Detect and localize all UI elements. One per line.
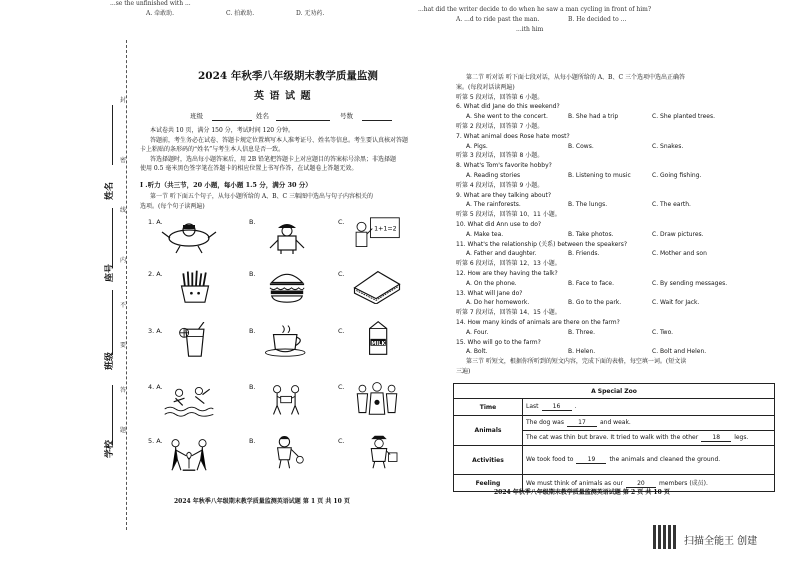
answer-option-a: A. Father and daughter. <box>466 250 537 257</box>
question-text: 10. What did Ann use to do? <box>456 221 542 228</box>
page1-subtitle: 英 语 试 题 <box>254 91 312 102</box>
field-name-line <box>276 120 330 121</box>
answer-option-b: B. Listening to music <box>568 172 631 179</box>
row2-option-a-label: 2. A. <box>148 270 163 278</box>
worker-picture-icon <box>258 218 316 254</box>
instruction-line: 卡上粘贴的条形码的“姓名”与考生本人信息是否一致。 <box>140 146 285 153</box>
binding-dashed-line <box>126 40 127 530</box>
hamburger-picture-icon <box>258 268 316 304</box>
dialogue-intro: 听第 2 段对话，回答第 7 小题。 <box>456 123 544 130</box>
page1-footer: 2024 年秋季八年级期末教学质量监测英语试题 第 1 页 共 10 页 <box>174 498 350 505</box>
dialogue-intro: 听第 7 段对话，回答第 14、15 小题。 <box>456 309 561 316</box>
answer-option-b: B. Go to the park. <box>568 299 622 306</box>
answer-option-a: A. Bolt. <box>466 348 488 355</box>
milk-picture-icon <box>350 320 408 356</box>
planting-picture-icon <box>160 436 218 472</box>
section2-instruction: 第二节 听对话 听下面七段对话，从每小题所给的 A、B、C 三个选项中选出正确答 <box>466 74 685 81</box>
dialogue-intro: 听第 5 段对话，回答第 6 小题。 <box>456 94 544 101</box>
page2-footer: 2024 年秋季八年级期末教学质量监测英语试题 第 2 页 共 10 页 <box>494 489 670 496</box>
top-cut-answer-c: ...ith him <box>516 26 544 33</box>
row5-option-b-label: B. <box>249 437 256 445</box>
binding-label-class: 班级 <box>105 351 115 370</box>
instruction-line: 本试卷共 10 页，满分 150 分，考试时间 120 分钟。 <box>150 127 294 134</box>
answer-option-a: A. Pigs. <box>466 143 488 150</box>
answer-option-b: B. The lungs. <box>568 201 608 208</box>
seat-underline <box>112 208 113 268</box>
question-text: 9. What are they talking about? <box>456 192 552 199</box>
answer-option-b: B. She had a trip <box>568 113 619 120</box>
question-text: 6. What did Jane do this weekend? <box>456 103 560 110</box>
table-text: the animals and cleaned the ground. <box>609 456 721 463</box>
binding-char: 内 <box>120 257 127 264</box>
field-number-label: 号数 <box>340 112 353 120</box>
section3-instruction: 第三节 听短文，根据你所听到的短文内容，完成下面的表格，每空填一词。(短文读 <box>466 358 687 365</box>
answer-option-c: C. Wait for Jack. <box>652 299 700 306</box>
table-text: We must think of animals as our <box>526 480 623 487</box>
table-text: and weak. <box>599 419 631 426</box>
reading-picture-icon <box>258 382 316 418</box>
coffee-picture-icon <box>258 322 316 358</box>
family-picture-icon <box>348 380 406 416</box>
top-cut-option-c: C. 拍敢助. <box>226 10 255 17</box>
answer-option-c: C. Bolt and Helen. <box>652 348 707 355</box>
top-cut-answer-b: B. He decided to ... <box>568 16 627 23</box>
answer-option-c: C. Snakes. <box>652 143 684 150</box>
section3-instruction: 三遍) <box>456 368 471 375</box>
table-row-content <box>523 399 775 416</box>
answer-option-c: C. Going fishing. <box>652 172 702 179</box>
table-row-label: Time <box>454 399 523 416</box>
row4-option-b-label: B. <box>249 383 256 391</box>
answer-option-a: A. On the phone. <box>466 280 517 287</box>
binding-char: 密 <box>120 157 127 164</box>
top-cut-option-d: D. 无劝药. <box>296 10 325 17</box>
answer-option-b: B. Helen. <box>568 348 596 355</box>
top-cut-option-a: A. 牵敢助. <box>146 10 175 17</box>
table-text: members (成员). <box>658 480 708 487</box>
boy-picture-icon <box>258 434 316 470</box>
row3-option-c-label: C. <box>338 327 345 335</box>
top-cut-question: ...hat did the writer decide to do when he saw a man cycling in front of him? <box>418 6 652 13</box>
board-text: 1+1=2 <box>374 225 397 233</box>
binding-char: 封 <box>120 97 127 104</box>
answer-blank[interactable]: 17 <box>567 419 597 427</box>
row2-option-b-label: B. <box>249 270 256 278</box>
name-underline <box>112 105 113 165</box>
instruction-line: 答题前，考生务必在试卷、答题卡规定位置填写本人准考证号、姓名等信息。考生要认真核对答题 <box>150 137 409 144</box>
table-row-content <box>523 446 775 475</box>
binding-char: 答 <box>120 387 127 394</box>
section1-instruction: 第一节 听下面五个句子，从每小题所给的 A、B、C 三幅图中选出与句子内容相关的 <box>150 193 374 200</box>
table-title: A Special Zoo <box>454 384 775 399</box>
answer-option-a: A. Reading stories <box>466 172 521 179</box>
question-text: 8. What's Tom's favorite hobby? <box>456 162 552 169</box>
top-cut-text-left: ...se the unfinished with ... <box>110 0 191 7</box>
binding-char: 要 <box>120 342 127 349</box>
school-underline <box>112 385 113 445</box>
question-text: 13. What will Jane do? <box>456 290 523 297</box>
dialogue-intro: 听第 3 段对话，回答第 8 小题。 <box>456 152 544 159</box>
sandwich-picture-icon <box>348 268 406 304</box>
answer-option-a: A. Do her homework. <box>466 299 530 306</box>
binding-char: 不 <box>120 302 127 309</box>
table-row-content <box>523 431 775 446</box>
question-text: 15. Who will go to the farm? <box>456 339 541 346</box>
row2-option-c-label: C. <box>338 270 345 278</box>
answer-blank[interactable]: 16 <box>542 403 572 411</box>
binding-char: 线 <box>120 207 127 214</box>
answer-option-c: C. By sending messages. <box>652 280 728 287</box>
table-text: The cat was thin but brave. It tried to walk with the other <box>526 434 699 441</box>
binding-label-seat: 座号 <box>105 263 115 282</box>
page1-title: 2024 年秋季八年级期末教学质量监测 <box>198 70 378 82</box>
binding-char: 题 <box>120 427 127 434</box>
milk-carton-text: MILK <box>371 340 386 347</box>
part1-heading: I .听力（共三节，20 小题，每小题 1.5 分，满分 30 分） <box>140 181 312 189</box>
section2-instruction: 案。(每段对话读两遍) <box>456 84 515 91</box>
question-text: 14. How many kinds of animals are there on the farm? <box>456 319 620 326</box>
answer-blank[interactable]: 19 <box>576 456 606 464</box>
juice-picture-icon <box>165 322 223 358</box>
row3-option-a-label: 3. A. <box>148 327 163 335</box>
table-row-label: Feeling <box>454 475 523 492</box>
answer-option-b: B. Friends. <box>568 250 600 257</box>
table-text: The dog was <box>526 419 564 426</box>
class-underline <box>112 290 113 355</box>
binding-label-name: 姓名 <box>105 181 115 200</box>
row1-option-b-label: B. <box>249 218 256 226</box>
row5-option-a-label: 5. A. <box>148 437 163 445</box>
answer-blank[interactable]: 18 <box>701 434 731 442</box>
answer-option-c: C. Mother and son <box>652 250 707 257</box>
row3-option-b-label: B. <box>249 327 256 335</box>
dialogue-intro: 听第 4 段对话，回答第 9 小题。 <box>456 182 544 189</box>
binding-label-school: 学校 <box>105 439 115 458</box>
table-row-label: Animals <box>454 416 523 446</box>
field-class-line <box>212 120 252 121</box>
table-text: We took food to <box>526 456 574 463</box>
field-number-line <box>362 120 392 121</box>
answer-option-c: C. The earth. <box>652 201 691 208</box>
fries-picture-icon <box>166 268 224 304</box>
dialogue-intro: 听第 6 段对话，回答第 12、13 小题。 <box>456 260 561 267</box>
answer-option-a: A. Four. <box>466 329 489 336</box>
field-class-label: 班级 <box>190 112 203 120</box>
qr-code-icon <box>653 525 677 549</box>
dialogue-intro: 听第 5 段对话，回答第 10、11 小题。 <box>456 211 561 218</box>
pilot-picture-icon <box>160 218 218 254</box>
section1-instruction: 选项。(每个句子读两遍) <box>140 203 205 210</box>
top-cut-answer-a: A. ...d to ride past the man. <box>456 16 540 23</box>
row1-option-c-label: C. <box>338 218 345 226</box>
instruction-line: 答选择题时，选出每小题答案后，用 2B 铅笔把答题卡上对应题目的答案标号涂黑；非选择题 <box>150 156 397 163</box>
answer-option-b: B. Three. <box>568 329 596 336</box>
answer-option-b: B. Face to face. <box>568 280 615 287</box>
row1-option-a-label: 1. A. <box>148 218 163 226</box>
field-name-label: 姓名 <box>256 112 269 120</box>
row5-option-c-label: C. <box>338 437 345 445</box>
table-text: legs. <box>734 434 749 441</box>
answer-option-c: C. She planted trees. <box>652 113 716 120</box>
answer-option-b: B. Take photos. <box>568 231 614 238</box>
question-text: 12. How are they having the talk? <box>456 270 558 277</box>
answer-option-c: C. Two. <box>652 329 674 336</box>
table-row-label: Activities <box>454 446 523 475</box>
answer-option-a: A. She went to the concert. <box>466 113 548 120</box>
table-text: . <box>574 403 577 410</box>
question-text: 11. What's the relationship (关系) between the speakers? <box>456 241 628 248</box>
instruction-line: 使用 0.5 毫米黑色签字笔在答题卡的相应位置上书写作答，在试题卷上答题无效。 <box>140 165 358 172</box>
gardener-picture-icon <box>350 434 408 470</box>
row4-option-c-label: C. <box>338 383 345 391</box>
question-text: 7. What animal does Rose hate most? <box>456 133 570 140</box>
table-text: Last <box>526 403 539 410</box>
special-zoo-table <box>453 383 775 492</box>
scanner-watermark: 扫描全能王 创建 <box>684 536 758 547</box>
answer-option-c: C. Draw pictures. <box>652 231 704 238</box>
answer-option-a: A. The rainforests. <box>466 201 521 208</box>
row4-option-a-label: 4. A. <box>148 383 163 391</box>
answer-option-a: A. Make tea. <box>466 231 504 238</box>
classroom-picture-icon <box>346 216 404 252</box>
swimming-picture-icon <box>160 382 218 418</box>
answer-blank[interactable]: 20 <box>626 480 656 488</box>
answer-option-b: B. Cows. <box>568 143 594 150</box>
table-row-content <box>523 416 775 431</box>
